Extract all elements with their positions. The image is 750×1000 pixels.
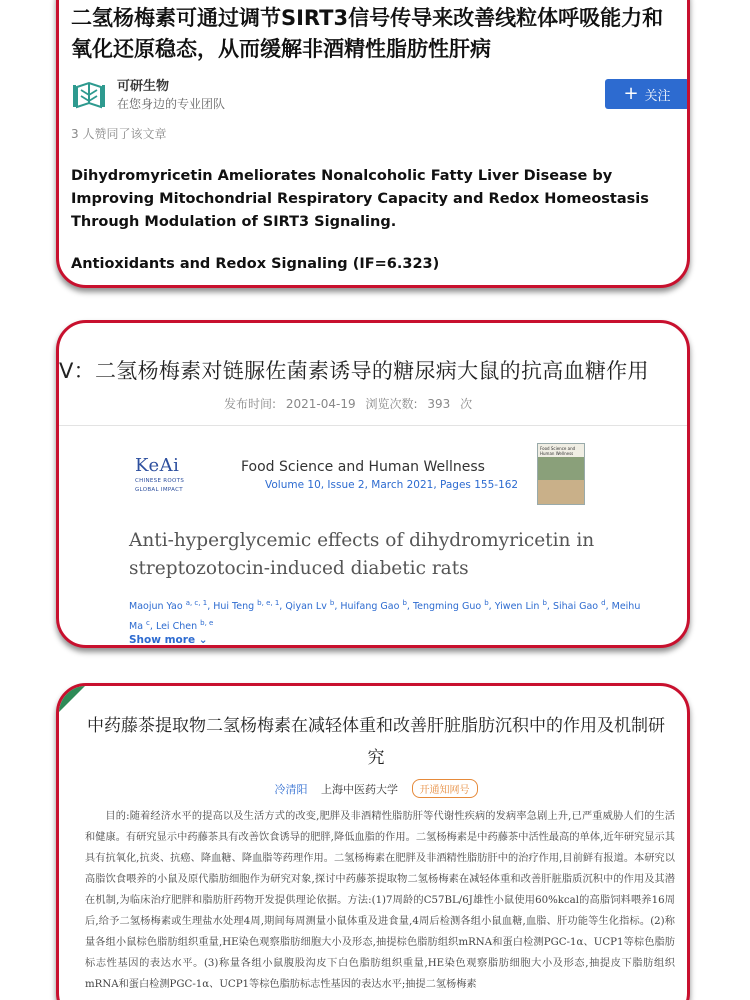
journal-title[interactable]: Food Science and Human Wellness [241, 459, 485, 475]
article-title[interactable]: 二氢杨梅素可通过调节SIRT3信号传导来改善线粒体呼吸能力和氧化还原稳态，从而缓解非酒精性脂肪性肝病 [71, 6, 664, 61]
follow-button[interactable] [605, 79, 689, 109]
publish-date: 2021-04-19 [285, 397, 356, 411]
keai-slogan-2: GLOBAL IMPACT [135, 487, 183, 493]
author-link[interactable]: Yiwen Lin $^b$, [494, 599, 553, 613]
plus-icon: + [623, 83, 639, 104]
author-link[interactable]: Meihu Ma $^c$, [129, 601, 641, 633]
article-card-2[interactable] [56, 320, 690, 648]
author-list [129, 595, 649, 635]
journal-volume-info[interactable]: Volume 10, Issue 2, March 2021, Pages 155-162 [265, 479, 519, 491]
journal-cover-image [537, 443, 585, 505]
chevron-down-icon: ⌄ [198, 634, 208, 646]
views-unit: 次 [460, 397, 473, 411]
author-link[interactable]: Sihai Gao $^d$, [552, 599, 612, 613]
author-name[interactable]: 可研生物 [117, 79, 170, 94]
article-title[interactable]: V：二氢杨梅素对链脲佐菌素诱导的糖尿病大鼠的抗高血糖作用 [59, 359, 649, 383]
article-title[interactable]: 中药藤茶提取物二氢杨梅素在减轻体重和改善肝脏脂肪沉积中的作用及机制研究 [87, 716, 665, 768]
divider [59, 425, 690, 426]
paper-title: Anti-hyperglycemic effects of dihydromyricetin in streptozotocin-induced diabetic rats [129, 530, 595, 579]
journal-name: Antioxidants and Redox Signaling (IF=6.323) [71, 256, 440, 272]
follow-label: 关注 [644, 88, 671, 104]
views-label: 浏览次数: [365, 397, 418, 411]
english-title: Dihydromyricetin Ameliorates Nonalcoholic Fatty Liver Disease by Improving Mitochondrial Respiratory Capacity and Redox Homeostasis Through Modulation of SIRT3 Signaling. [71, 168, 649, 230]
cnki-badge[interactable]: 开通知网号 [412, 779, 478, 798]
keai-logo [135, 455, 195, 501]
author-link[interactable]: Tengming Guo $^b$, [412, 599, 495, 613]
keai-name: KeAi [135, 455, 180, 476]
article-card-3[interactable] [56, 683, 690, 1000]
publish-label: 发布时间: [224, 397, 277, 411]
institution[interactable]: 上海中医药大学 [321, 783, 398, 796]
author-description: 在您身边的专业团队 [117, 97, 226, 111]
show-more-link[interactable] [129, 634, 208, 646]
kelan-logo-icon [71, 77, 107, 113]
author-line [59, 779, 690, 798]
publish-meta [224, 395, 478, 412]
cover-text: Food Science and Human Wellness [540, 446, 576, 456]
author-name[interactable]: 冷清阳 [274, 783, 308, 796]
corner-accent [59, 686, 85, 712]
keai-slogan-1: CHINESE ROOTS [135, 478, 185, 484]
author-row [71, 73, 681, 117]
author-link[interactable]: Huifang Gao $^b$, [340, 599, 413, 613]
author-link[interactable]: Qiyan Lv $^b$, [285, 599, 341, 613]
abstract-body: 目的:随着经济水平的提高以及生活方式的改变,肥胖及非酒精性脂肪肝等代谢性疾病的发病率急剧上升,已严重威胁人们的生活和健康。有研究显示中药藤茶具有改善饮食诱导的肥胖,降低血脂的作用。二氢杨梅素是中药藤茶中活性最高的单体,近年研究显示其具有抗氧化,抗炎、抗癌、降血糖、降血脂等药理作用。二氢杨梅素在肥胖及非酒精性脂肪肝中的治疗作用,目前鲜有报道。本研究以高脂饮食喂养的小鼠及原代脂肪细胞作为研究对象,探讨中药藤茶提取物二氢杨梅素在减轻体重和改善肝脏脂质沉积中的作用及其潜在机制,为临床治疗肥胖和脂肪肝药物开发提供理论依据。方法:(1)7周龄的C57BL/6J雄性小鼠使用60%kcal的高脂饲料喂养16周后,给予二氢杨梅素或生理盐水处理4周,期间每周测量小鼠体重及进食量,4周后检测各组小鼠血糖,血脂、肝功能等生化指标。(2)称量各组小鼠棕色脂肪组织重量,HE染色观察脂肪细胞大小及形态,抽提棕色脂肪组织mRNA和蛋白检测PGC-1α、UCP1等棕色脂肪标志性基因的表达水平。(3)称量各组小鼠腹股沟皮下白色脂肪组织重量,HE染色观察脂肪细胞大小及形态,抽提皮下脂肪组织mRNA和蛋白检测PGC-1α、UCP1等棕色脂肪标志性基因的表达水平;抽提二氢杨梅素 [85, 811, 675, 990]
author-link[interactable]: Maojun Yao $^{a, c, 1}$, [129, 599, 214, 613]
likes-count: 3 人赞同了该文章 [71, 127, 167, 141]
article-card-1[interactable] [56, 0, 690, 288]
views-count: 393 [427, 397, 451, 411]
show-more-label: Show more [129, 634, 196, 646]
author-link[interactable]: Hui Teng $^{b, e, 1}$, [213, 599, 286, 613]
author-link[interactable]: Lei Chen $^{b, e}$ [155, 619, 214, 633]
